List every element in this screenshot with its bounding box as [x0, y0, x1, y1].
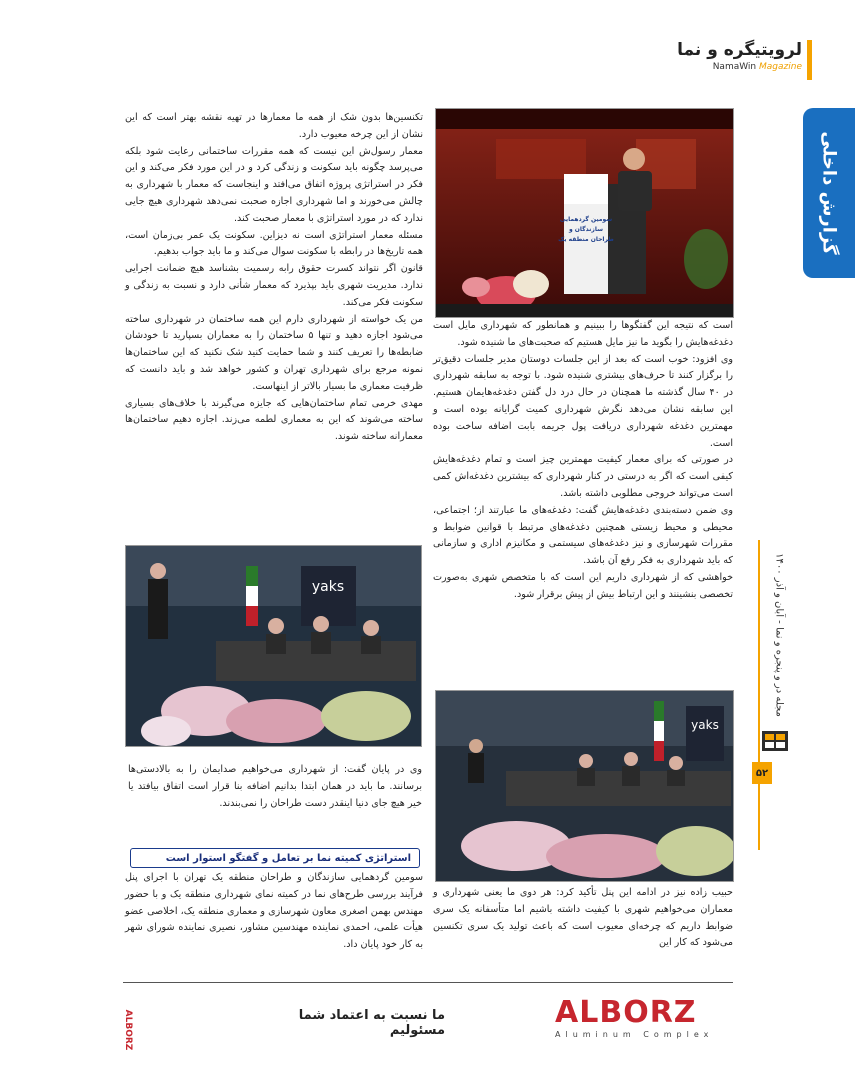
magazine-issue-info: مجله در و پنجره و نما - آبان و آذر ۱۴۰۰: [773, 553, 785, 717]
logo-accent-bar: [807, 40, 812, 80]
footer-divider: [123, 982, 733, 983]
alborz-logo: [555, 995, 735, 1045]
page-number: ۵۲: [752, 762, 772, 784]
sign-text: yaks: [311, 579, 345, 595]
paragraph: خواهشی که از شهرداری داریم این است که با متخصص شهری به‌صورت تخصصی بنشینند و این ارتباط بیش از پیش برقرار شود.: [433, 571, 733, 600]
paragraph: وی افزود: خوب است که بعد از این جلسات دوستان مدیر جلسات دقیق‌تر را برگزار کنند تا حرف‌های بیشتری شنیده شود. با توجه به سابقه شهرداری در ۴۰ سال گذشته ما همچنان در حال درد دل گفتن دغدغه‌هایمان هستیم. این سابقه نشان می‌دهد نگرش شهرداری کمیت گرایانه بوده است و مهمترین دغدغه شهرداری دریافت پول جریمه بابت اضافه ساخت بوده است.: [433, 353, 733, 449]
footer-vertical-brand: ALBORZ: [123, 1009, 133, 1051]
article-column-right-top: [433, 318, 733, 686]
paragraph: معمار رسول‌ش این نیست که همه مقررات ساختمانی رعایت شود بلکه می‌پرسد چگونه باید سکونت و زندگی کرد و در این مورد فکر می‌کند و این فکر در استراتژی پروژه اتفاق می‌افتد و اینجاست که معمار با شهرداری به چالش می‌خورند و اما شهرداری اجازه صحبت نمی‌دهد شهرداری هیچ جایی ندارد که در مورد استراتژی با معمار صحبت کند.: [125, 145, 423, 224]
article-column-left-top: [125, 110, 423, 530]
paragraph: در صورتی که برای معمار کیفیت مهمترین چیز است و تمام دغدغه‌هایش کیفی است که اگر به درستی در کنار شهرداری که بیشترین دغدغه‌اش کمی است می‌تواند خروجی مطلوبی داشته باشد.: [433, 454, 733, 499]
banner-text: سومین گردهمایی: [559, 216, 613, 223]
article-column-right-bottom: [433, 885, 733, 965]
section-label: گزارش داخلی: [818, 131, 840, 255]
logo-title: لرویتیگره و نما: [677, 40, 802, 60]
brand-subtitle: Aluminum Complex: [555, 1030, 714, 1039]
section-side-tab: [803, 108, 855, 278]
svg-text:طراحان منطقه یک: طراحان منطقه یک: [558, 236, 614, 243]
sign-text: yaks: [691, 718, 719, 732]
paragraph: وی ضمن دسته‌بندی دغدغه‌هایش گفت: دغدغه‌های ما عبارتند از؛ اجتماعی، محیطی و محیط زیستی همچنین دغدغه‌های مرتبط با قوانین ضوابط و مقررات شهرسازی و نیز دغدغه‌های سیستمی و مکانیزم اداری و سازمانی که باید شهرداری به فکر رفع آن باشد.: [433, 504, 733, 567]
paragraph: وی در پایان گفت: از شهرداری می‌خواهیم صدایمان را به بالادستی‌ها برسانند. ما باید در همان ابتدا بدانیم اضافه بنا قرار است اتفاق بیافتد یا خیر هیچ جای دنیا اینقدر دست طراحان را نمی‌بندند.: [128, 764, 422, 809]
paragraph: مسئله معمار استراتژی است نه دیزاین. سکونت یک عمر بی‌زمان است، همه تاریخ‌ها در رابطه با سکونت سوال می‌کند و ما باید جواب بدهیم.: [125, 229, 423, 258]
orange-divider: [758, 540, 760, 850]
paragraph: تکنسین‌ها بدون شک از همه ما معمارها در تهیه نقشه بهتر است که این نشان از این چرخه معیوب دارد.: [125, 112, 423, 140]
paragraph: است که نتیجه این گفتگوها را ببینیم و همانطور که شهرداری مایل است دغدغه‌هایش را بگوید ما نیز مایل هستیم که صحبت‌های ما شنیده شود.: [433, 320, 733, 348]
photo-panel-discussion: [125, 545, 422, 747]
article-column-left-mid: [128, 762, 422, 832]
paragraph: حبیب زاده نیز در ادامه این پنل تأکید کرد: هر دوی ما یعنی شهرداری و معماران می‌خواهیم شهری با کیفیت داشته باشیم اما متأسفانه یک سری ضوابط داریم که چرخه‌ای معیوب است که باعث تولید یک سری تکنسین می‌شود که کار این: [433, 887, 733, 949]
article-column-left-bottom: [125, 870, 423, 960]
window-icon: [760, 725, 790, 755]
footer-slogan: ما نسبت به اعتماد شما مسئولیم: [298, 1008, 445, 1038]
brand-name: ALBORZ: [555, 995, 697, 1030]
magazine-logo: [632, 40, 812, 82]
logo-subtitle: NamaWin Magazine: [712, 62, 802, 72]
paragraph: سومین گردهمایی سازندگان و طراحان منطقه یک تهران با اجرای پنل فرآیند بررسی طرح‌های نما در کمیته نمای شهرداری منطقه یک و با حضور مهندس بهمن اصغری معاون شهرسازی و معماری منطقه یک، اخلاصی عضو هیأت علمی، احمدی نماینده مهندسین مشاور، نصیری نماینده شورای شهر به کار خود پایان داد.: [125, 872, 423, 951]
photo-speaker-podium: [435, 108, 734, 318]
photo-panel-audience: [435, 690, 734, 882]
svg-text:سازندگان و: سازندگان و: [568, 226, 604, 233]
paragraph: قانون اگر نتواند کسرت حقوق رابه رسمیت بشناسد هیچ ضمانت اجرایی ندارد. مدیریت شهری باید بپذیرد که معمار شأنی دارد و نسبت به زندگی و سکونت فکر می‌کند.: [125, 263, 423, 308]
paragraph: مهدی خرمی تمام ساختمان‌هایی که جایزه می‌گیرند با خلاف‌های بسیاری ساخته می‌شوند که این به معماری لطمه می‌زند. اجازه دهیم ساختمان‌ها معمارانه ساخته شوند.: [125, 397, 423, 443]
section-heading: استراتژی کمیته نما بر تعامل و گفتگو استوار است: [130, 848, 420, 868]
paragraph: من یک خواسته از شهرداری دارم این همه ساختمان در شهرداری ساخته می‌شود اجازه دهید و تنها ۵ ساختمان را به معماران بسپارید تا خودشان ضابطه‌ها را تعریف کنند و شما حمایت کنید شک نکنید که این ساختمان‌ها نمونه مرجع برای شهرداری تهران و کشور خواهد شد و باید دانست که ظرفیت معماری ما بسیار بالاتر از اینهاست.: [125, 313, 423, 392]
